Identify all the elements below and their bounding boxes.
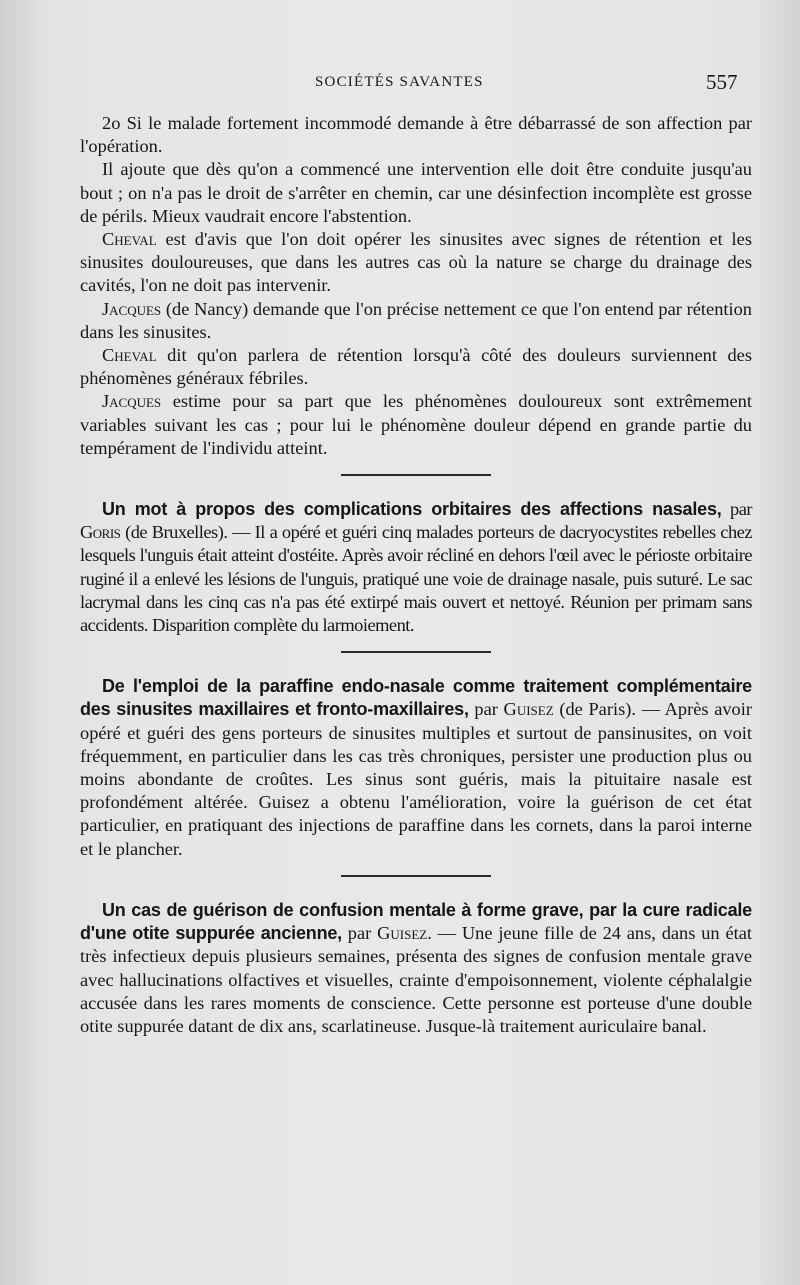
article-author: Goris xyxy=(80,522,121,543)
article-author: Guisez xyxy=(377,923,428,944)
speaker-name: Cheval xyxy=(102,229,157,250)
discussion-section xyxy=(80,112,752,460)
speaker-name: Cheval xyxy=(102,345,157,366)
article-text: (de Bruxelles). — Il a opéré et guéri cinq malades porteurs de dacryocystites rebelles chez lesquels l'unguis était atteint d'ostéite. Après avoir récliné en dehors l'œil avec le périoste orbitaire ruginé il a enlevé les lésions de l'unguis, pratiqué une voie de drainage nasale, puis suturé. Le sac lacrymal dans les cinq cas n'a pas été extirpé mais ouvert et nettoyé. Réunion per primam sans accidents. Disparition complète du larmoiement. xyxy=(80,522,752,636)
article-paraffine-endo-nasale xyxy=(80,675,752,861)
article-confusion-mentale xyxy=(80,899,752,1038)
paragraph xyxy=(80,228,752,298)
page-header xyxy=(0,70,800,100)
paragraph-text: est d'avis que l'on doit opérer les sinusites avec signes de rétention et les sinusites douloureuses, que dans les autres cas où la nature se charge du drainage des cavités, l'on ne doit pas intervenir. xyxy=(80,229,752,296)
article-complications-orbitaires xyxy=(80,498,752,637)
paragraph-text: dit qu'on parlera de rétention lorsqu'à côté des douleurs surviennent des phénomènes généraux fébriles. xyxy=(80,345,752,389)
paragraph xyxy=(80,298,752,344)
paragraph-text: (de Nancy) demande que l'on précise nettement ce que l'on entend par rétention dans les sinusites. xyxy=(80,298,752,342)
article-text: . — Une jeune fille de 24 ans, dans un état très infectieux depuis plusieurs semaines, présenta des signes de confusion mentale grave avec hallucinations olfactives et visuelles, crainte d'empoisonnement, violente céphalalgie accusée dans les rares moments de conscience. Cette personne est porteuse d'une double otite suppurée datant de dix ans, scarlatineuse. Jusque-là traitement auriculaire banal. xyxy=(80,923,752,1036)
speaker-name: Jacques xyxy=(102,391,162,412)
article-paragraph xyxy=(80,498,752,637)
paragraph-text: estime pour sa part que les phénomènes douloureux sont extrêmement variables suivant les cas ; pour lui le phénomène douleur dépend en grande partie du tempérament de l'individu atteint. xyxy=(80,391,752,458)
section-divider xyxy=(341,651,491,653)
article-paragraph xyxy=(80,675,752,861)
article-title: Un cas de guérison de confusion mentale à forme grave, par la cure radicale d'une otite suppurée ancienne, xyxy=(80,899,752,944)
paragraph: Il ajoute que dès qu'on a commencé une intervention elle doit être conduite jusqu'au bout ; on n'a pas le droit de s'arrêter en chemin, car une désinfection incomplète est grosse de périls. Mieux vaudrait encore l'abstention. xyxy=(80,159,752,226)
article-title: Un mot à propos des complications orbitaires des affections nasales, xyxy=(102,499,722,520)
byline-prefix: par xyxy=(721,499,752,520)
section-divider xyxy=(341,875,491,877)
section-divider xyxy=(341,474,491,476)
paragraph xyxy=(80,344,752,390)
page-body xyxy=(80,112,752,1038)
article-text: (de Paris). — Après avoir opéré et guéri des gens porteurs de sinusites multiples et surtout de pansinusites, on voit fréquemment, en particulier dans les cas très chroniques, persister une production plus ou moins abondante de croûtes. Les sinus sont guéris, mais la pituitaire nasale est profondément altérée. Guisez a obtenu l'amélioration, voire la guérison de cet état particulier, en pratiquant des injections de paraffine dans les cornets, dans la paroi interne et le plancher. xyxy=(80,699,752,859)
byline-prefix: par xyxy=(341,923,378,944)
paragraph: 2o Si le malade fortement incommodé demande à être débarrassé de son affection par l'opération. xyxy=(80,113,752,157)
article-title: De l'emploi de la paraffine endo-nasale comme traitement complémentaire des sinusites maxillaires et fronto-maxillaires, xyxy=(80,676,752,720)
paragraph xyxy=(80,390,752,460)
article-author: Guisez xyxy=(503,699,554,720)
byline-prefix: par xyxy=(468,699,504,720)
running-title: SOCIÉTÉS SAVANTES xyxy=(315,74,484,90)
article-paragraph xyxy=(80,899,752,1038)
page-number: 557 xyxy=(706,70,738,94)
speaker-name: Jacques xyxy=(102,298,162,319)
